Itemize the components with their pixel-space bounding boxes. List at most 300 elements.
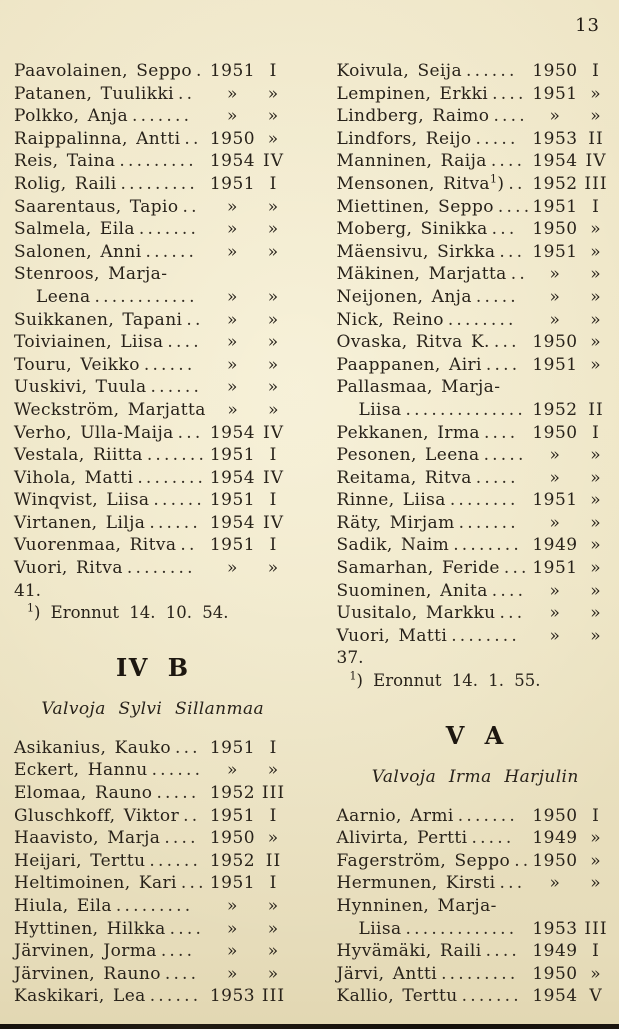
start-year: 1949 [532, 941, 578, 962]
register-row [337, 872, 615, 895]
class-numeral: II [588, 399, 604, 420]
student-name-wrap [337, 422, 480, 445]
student-name: Raippalinna, Antti [14, 128, 181, 149]
dot-leader: ........ [137, 467, 207, 488]
register-row [337, 241, 615, 264]
student-name-wrap [14, 827, 160, 850]
student-name-wrap [14, 150, 115, 173]
register-list [337, 60, 615, 647]
register-row [337, 580, 615, 603]
student-name-wrap [14, 850, 145, 873]
student-name-wrap [14, 759, 148, 782]
dot-leader: ....... [461, 986, 522, 1007]
student-name-wrap [14, 105, 128, 128]
right-column [337, 60, 615, 1008]
class-numeral: » [590, 264, 602, 285]
class-numeral: » [590, 106, 602, 127]
start-year: 1952 [532, 399, 578, 420]
student-name: Salonen, Anni [14, 241, 142, 262]
student-name-wrap [14, 241, 142, 264]
register-row [337, 263, 615, 286]
class-numeral: I [269, 805, 278, 826]
dot-leader: ........ [447, 309, 517, 330]
student-name-wrap [337, 444, 480, 467]
register-row [14, 467, 292, 490]
class-numeral: » [590, 625, 602, 646]
student-name: Weckström, Marjatta [14, 399, 206, 420]
start-year: 1953 [209, 986, 256, 1007]
dot-leader: ........ [453, 535, 523, 556]
dot-leader: ......... [441, 963, 519, 984]
student-name-wrap [14, 805, 179, 828]
student-name: Liisa [358, 918, 402, 939]
class-numeral: » [590, 241, 602, 262]
student-name: Heijari, Terttu [14, 850, 146, 871]
start-year: 1950 [209, 828, 256, 849]
register-row [337, 128, 615, 151]
student-name-wrap [14, 128, 180, 151]
dot-leader: ............ [94, 286, 198, 307]
class-numeral: » [267, 558, 280, 579]
start-year: » [549, 467, 561, 488]
student-name-wrap [337, 512, 455, 535]
start-year: » [227, 377, 238, 398]
dot-leader: ........ [449, 490, 519, 511]
student-name-wrap [337, 534, 450, 557]
student-name: Hermunen, Kirsti [336, 873, 496, 894]
class-numeral: I [592, 422, 600, 443]
student-name-wrap [337, 150, 487, 173]
class-numeral: » [267, 354, 280, 375]
class-numeral: » [590, 828, 602, 849]
class-numeral: I [592, 805, 600, 826]
student-name-wrap [337, 805, 454, 828]
register-row [14, 489, 292, 512]
student-name: Hyvämäki, Raili [336, 941, 482, 962]
student-name-wrap [337, 105, 490, 128]
start-year: » [549, 512, 561, 533]
start-year: 1951 [532, 83, 578, 104]
register-row [337, 850, 615, 873]
student-name: Paavolainen, Seppo [14, 61, 192, 81]
student-name: Reis, Taina [14, 151, 116, 172]
dot-leader: ..... [475, 286, 519, 307]
start-year: 1951 [209, 535, 256, 556]
register-row [337, 827, 615, 850]
register-row [14, 331, 292, 354]
register-row [14, 241, 292, 264]
start-year: » [227, 896, 238, 916]
dot-leader: ...... [149, 986, 202, 1007]
register-row [14, 985, 292, 1008]
register-row [337, 557, 615, 580]
dot-leader: .. [183, 805, 201, 826]
class-numeral: III [584, 918, 608, 939]
register-row [337, 805, 615, 828]
class-numeral: I [269, 535, 278, 556]
student-name-wrap [14, 534, 176, 557]
student-name: Haavisto, Marja [14, 828, 161, 849]
class-numeral: » [267, 128, 280, 149]
register-row [14, 150, 292, 173]
register-list [337, 805, 615, 1008]
student-name: Toiviainen, Liisa [14, 332, 164, 353]
student-name-wrap [14, 872, 177, 895]
student-name-wrap [337, 580, 488, 603]
class-numeral: » [590, 286, 602, 307]
register-row [14, 872, 292, 895]
student-name: Neijonen, Anja [336, 286, 472, 307]
start-year: 1950 [532, 805, 578, 826]
dot-leader: ...... [466, 61, 518, 81]
class-numeral: IV [585, 151, 607, 172]
student-name-wrap [337, 827, 468, 850]
class-numeral: III [261, 986, 286, 1007]
student-name-wrap [14, 557, 123, 580]
student-name-wrap [337, 83, 489, 106]
student-name-wrap [337, 850, 511, 873]
dot-leader: ....... [457, 805, 518, 826]
start-year: » [549, 625, 561, 646]
student-name-wrap [14, 895, 112, 918]
start-year: » [227, 241, 238, 262]
start-year: 1950 [209, 128, 256, 149]
student-name-wrap [14, 376, 147, 399]
start-year: 1952 [209, 850, 256, 871]
class-numeral: IV [263, 512, 284, 533]
dot-leader: ..... [471, 828, 515, 849]
dot-leader: ....... [132, 106, 193, 127]
register-row [14, 963, 292, 986]
dot-leader: ..... [156, 783, 200, 804]
student-name: Fagerström, Seppo [336, 850, 511, 871]
student-name-wrap [14, 83, 174, 106]
start-year: » [227, 963, 238, 984]
student-name: Järvi, Antti [336, 963, 438, 984]
register-row [337, 286, 615, 309]
class-numeral: » [268, 399, 280, 420]
register-row [337, 105, 615, 128]
class-numeral: » [267, 760, 280, 781]
start-year: » [227, 106, 238, 127]
student-name: Manninen, Raija [336, 151, 487, 172]
student-name: Suominen, Anita [336, 580, 488, 601]
class-numeral: V [589, 986, 603, 1007]
start-year: 1951 [209, 873, 256, 894]
student-name-wrap [14, 263, 167, 286]
student-name: Patanen, Tuulikki [14, 83, 174, 104]
class-numeral: » [590, 467, 602, 488]
student-name-wrap [337, 286, 472, 309]
student-name: Uuskivi, Tuula [14, 377, 147, 398]
dot-leader: ......... [115, 896, 194, 916]
dot-leader: ............. [405, 918, 518, 939]
register-row [337, 150, 615, 173]
dot-leader: ..... [475, 467, 519, 488]
student-name-wrap [14, 399, 206, 422]
student-name: Kallio, Terttu [336, 986, 458, 1007]
start-year: 1953 [532, 918, 578, 939]
student-name-wrap [14, 422, 174, 445]
student-name-wrap [337, 218, 488, 241]
dot-leader: .... [164, 828, 199, 849]
class-numeral: » [590, 963, 602, 984]
register-row [14, 286, 292, 309]
start-year: 1953 [532, 128, 578, 149]
section-heading: V A [445, 720, 505, 750]
dot-leader: ... [499, 241, 526, 262]
student-name-wrap [337, 60, 463, 83]
dot-leader: .. [178, 83, 196, 104]
dot-leader: .... [485, 354, 521, 375]
class-numeral: IV [263, 151, 284, 172]
dot-leader: ..... [475, 128, 519, 149]
student-name-wrap [337, 557, 500, 580]
dot-leader: .. [514, 850, 532, 871]
class-numeral: » [590, 535, 602, 556]
footnote [14, 602, 292, 625]
register-row [14, 850, 292, 873]
student-name: Räty, Mirjam [336, 512, 455, 533]
class-numeral: » [590, 309, 602, 330]
student-name-wrap [337, 625, 448, 648]
student-name: Lindfors, Reijo [336, 128, 472, 149]
register-row [14, 444, 292, 467]
student-name: Liisa [358, 399, 402, 420]
student-name: Koivula, Seija [336, 61, 462, 81]
student-name: Vuorenmaa, Ritva [14, 535, 177, 556]
start-year: 1951 [209, 737, 256, 758]
register-list [14, 737, 292, 1008]
class-numeral: » [590, 354, 602, 375]
start-year: 1951 [209, 805, 256, 826]
start-year: » [549, 873, 561, 894]
class-numeral: » [590, 490, 602, 511]
register-row [337, 83, 615, 106]
register-row [14, 737, 292, 760]
section-supervisor: Valvoja Sylvi Sillanmaa [41, 698, 265, 719]
dot-leader: .... [164, 963, 200, 984]
student-name: Verho, Ulla-Maija [14, 422, 174, 443]
student-name: Aarnio, Armi [336, 805, 454, 826]
student-name: Virtanen, Lilja [14, 512, 146, 533]
register-row [14, 827, 292, 850]
start-year: 1952 [209, 783, 256, 804]
student-name-wrap [337, 895, 497, 918]
start-year: 1950 [532, 850, 578, 871]
class-numeral: I [592, 941, 600, 962]
column-layout [14, 60, 614, 1008]
student-name-wrap [337, 399, 402, 422]
footnote-text: ) Eronnut 14. 10. 54. [34, 603, 229, 623]
student-name: Pekkanen, Irma [336, 422, 480, 443]
class-numeral: » [267, 377, 280, 398]
register-row [337, 331, 615, 354]
class-numeral: » [267, 941, 280, 962]
start-year: » [549, 309, 561, 330]
student-name-wrap [337, 309, 444, 332]
start-year: » [549, 286, 561, 307]
start-year: 1954 [209, 512, 256, 533]
start-year: » [549, 580, 561, 601]
dot-leader: ... [177, 422, 204, 443]
student-name-wrap [14, 940, 157, 963]
register-row [337, 985, 615, 1008]
student-name: Alivirta, Pertti [336, 828, 468, 849]
footnote-ref: 1 [489, 172, 498, 186]
class-numeral: I [269, 737, 278, 758]
class-numeral: III [584, 173, 608, 194]
start-year: 1954 [532, 986, 578, 1007]
class-numeral: I [269, 61, 278, 81]
student-name-wrap [337, 467, 472, 490]
start-year: 1951 [532, 354, 578, 375]
register-row [337, 895, 615, 918]
student-name-wrap [337, 331, 490, 354]
dot-leader: ...... [143, 354, 196, 375]
dot-leader: .... [483, 422, 519, 443]
start-year: 1951 [209, 445, 256, 466]
class-numeral: I [269, 490, 278, 511]
class-numeral: » [267, 241, 280, 262]
left-column [14, 60, 292, 1008]
student-name-wrap [14, 173, 117, 196]
dot-leader: ...... [153, 490, 205, 511]
register-row [14, 196, 292, 219]
start-year: 1950 [532, 61, 578, 81]
student-name: Heltimoinen, Kari [14, 873, 177, 894]
dot-leader: .. [510, 264, 528, 285]
register-row [14, 173, 292, 196]
class-numeral: » [267, 83, 280, 104]
register-row [14, 399, 292, 422]
class-numeral: » [590, 850, 602, 871]
dot-leader: .. [180, 535, 198, 556]
student-name-wrap [337, 263, 507, 286]
register-row [337, 534, 615, 557]
start-year: 1949 [532, 828, 578, 849]
register-row [14, 940, 292, 963]
student-name: Vestala, Riitta [14, 445, 143, 466]
class-numeral: I [269, 873, 278, 894]
student-name: Elomaa, Rauno [14, 783, 153, 804]
dot-leader: ... [174, 737, 201, 758]
start-year: 1950 [532, 422, 578, 443]
footnote-marker: 1 [27, 601, 34, 615]
class-numeral: » [590, 580, 602, 601]
register-row [14, 218, 292, 241]
class-numeral: » [267, 286, 280, 307]
dot-leader: ... [499, 603, 526, 624]
student-name-wrap [14, 737, 171, 760]
student-name: Mensonen, Ritva [336, 173, 490, 194]
register-row [337, 376, 615, 399]
dot-leader: ... [491, 219, 518, 240]
register-row [337, 963, 615, 986]
register-row [14, 557, 292, 580]
student-name: Nick, Reino [336, 309, 444, 330]
dot-leader: ........ [126, 558, 196, 579]
start-year: » [227, 196, 238, 217]
register-row [14, 512, 292, 535]
page-number: 13 [575, 15, 600, 36]
register-row [337, 602, 615, 625]
class-numeral: III [261, 783, 286, 804]
student-name-wrap [337, 128, 472, 151]
register-row [14, 376, 292, 399]
register-row [337, 489, 615, 512]
dot-leader: ...... [149, 850, 202, 871]
start-year: 1950 [532, 332, 578, 353]
register-row [337, 625, 615, 648]
dot-leader: .... [492, 83, 527, 104]
student-name-wrap [14, 918, 166, 941]
section-supervisor: Valvoja Irma Harjulin [371, 766, 579, 787]
register-row [337, 512, 615, 535]
student-name: Hyttinen, Hilkka [14, 918, 166, 939]
start-year: » [227, 309, 238, 330]
dot-leader: .. [182, 196, 200, 217]
start-year: » [227, 219, 238, 240]
student-name-wrap [337, 985, 458, 1008]
student-name: Saarentaus, Tapio [14, 196, 179, 217]
student-name: Pesonen, Leena [336, 445, 480, 466]
dot-leader: .. [508, 173, 526, 194]
footnote [337, 670, 615, 693]
class-numeral: » [590, 512, 602, 533]
dot-leader: ...... [151, 760, 204, 781]
dot-leader: .... [169, 918, 205, 939]
student-name-wrap [14, 985, 146, 1008]
dot-leader: ......... [119, 151, 197, 172]
pupil-count: 37. [336, 648, 364, 669]
student-name: Paappanen, Airi [336, 354, 482, 375]
start-year: 1951 [532, 490, 578, 511]
start-year: » [227, 83, 238, 104]
start-year: » [227, 918, 238, 939]
class-numeral: II [265, 850, 282, 871]
student-name: Asikanius, Kauko [14, 737, 171, 758]
class-numeral: » [267, 196, 280, 217]
register-row [337, 422, 615, 445]
class-numeral: » [590, 445, 602, 466]
start-year: » [227, 286, 238, 307]
register-row [14, 422, 292, 445]
register-row [14, 60, 292, 83]
dot-leader: ... [499, 873, 526, 894]
student-name-wrap [14, 60, 192, 83]
class-numeral: IV [263, 422, 284, 443]
student-name: Hynninen, Marja- [336, 896, 497, 916]
student-name-wrap [337, 918, 402, 941]
student-name-wrap [14, 196, 179, 219]
student-name: Ovaska, Ritva K. [336, 332, 490, 353]
class-numeral: » [267, 219, 280, 240]
dot-leader: .... [497, 196, 532, 217]
student-name: Suikkanen, Tapani [14, 309, 183, 330]
dot-leader: .... [160, 941, 196, 962]
register-row [337, 60, 615, 83]
register-row [337, 354, 615, 377]
register-row [14, 83, 292, 106]
dot-leader: ...... [150, 377, 203, 398]
student-name: Sadik, Naim [336, 535, 450, 556]
student-name: Samarhan, Feride [336, 558, 500, 579]
start-year: 1951 [532, 558, 578, 579]
student-name: Touru, Veikko [14, 354, 140, 375]
student-name: Mäensivu, Sirkka [336, 241, 496, 262]
student-name: Lempinen, Erkki [336, 83, 489, 104]
